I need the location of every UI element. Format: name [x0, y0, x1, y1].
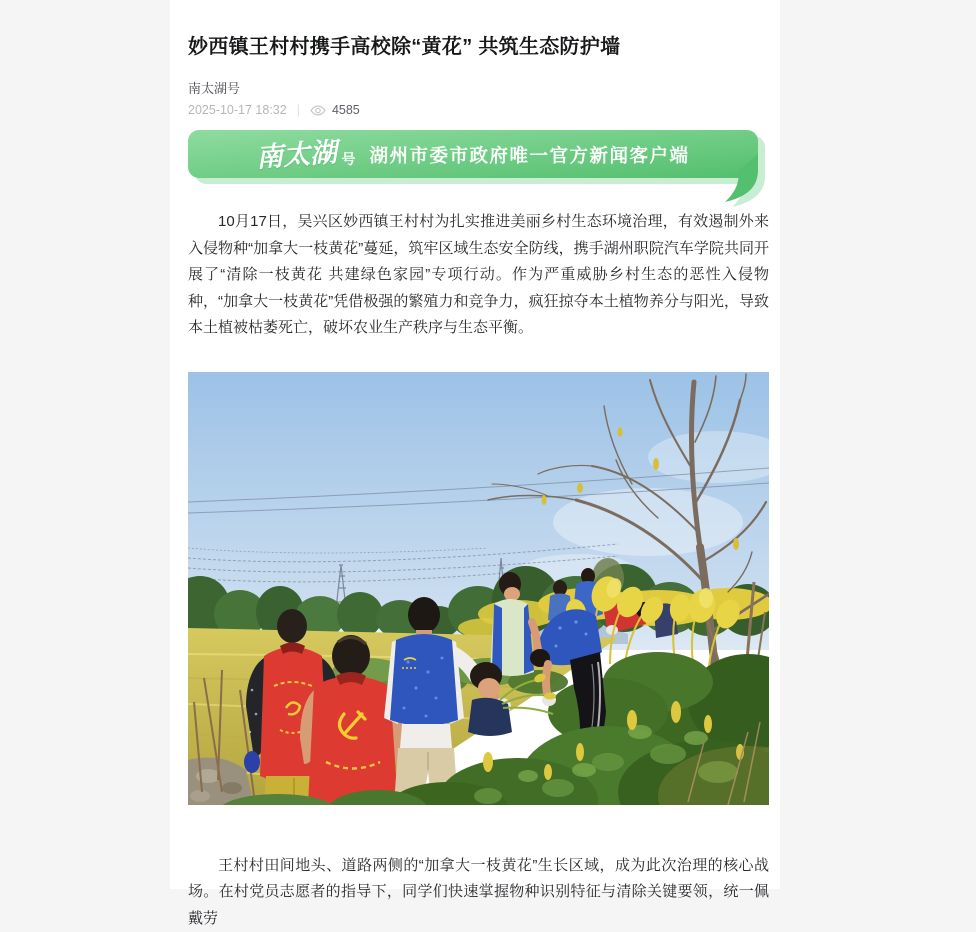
banner-content [188, 130, 758, 180]
article-meta [188, 103, 769, 117]
publish-date: 2025-10-17 18:32 [188, 103, 287, 117]
brand-logo-suffix: 号 [341, 149, 355, 169]
eye-icon [310, 104, 326, 117]
view-count: 4585 [332, 103, 360, 117]
article-photo[interactable] [188, 372, 769, 805]
brand-logo: 南太湖 [256, 139, 339, 172]
brand-banner[interactable] [188, 130, 758, 180]
article-source: 南太湖号 [188, 78, 769, 97]
meta-separator: | [297, 103, 300, 117]
article-paragraph-1: 10月17日，吴兴区妙西镇王村村为扎实推进美丽乡村生态环境治理，有效遏制外来入侵物种“加拿大一枝黄花”蔓延，筑牢区域生态安全防线，携手湖州职院汽车学院共同开展了“清除一枝黄花 共建绿色家园”专项行动。作为严重威胁乡村生态的恶性入侵物种，“加拿大一枝黄花”凭借极强的繁殖力和竞争力，疯狂掠夺本土植物养分与阳光，导致本土植被枯萎死亡，破坏农业生产秩序与生态平衡。 [188, 209, 769, 342]
photo-scene [188, 372, 769, 805]
article-card [170, 0, 780, 889]
banner-slogan: 湖州市委市政府唯一官方新闻客户端 [369, 142, 689, 168]
article-paragraph-2: 王村村田间地头、道路两侧的“加拿大一枝黄花”生长区域，成为此次治理的核心战场。在村党员志愿者的指导下，同学们快速掌握物种识别特征与清除关键要领，统一佩戴劳 [188, 853, 769, 932]
article-title: 妙西镇王村村携手高校除“黄花” 共筑生态防护墙 [188, 0, 769, 62]
